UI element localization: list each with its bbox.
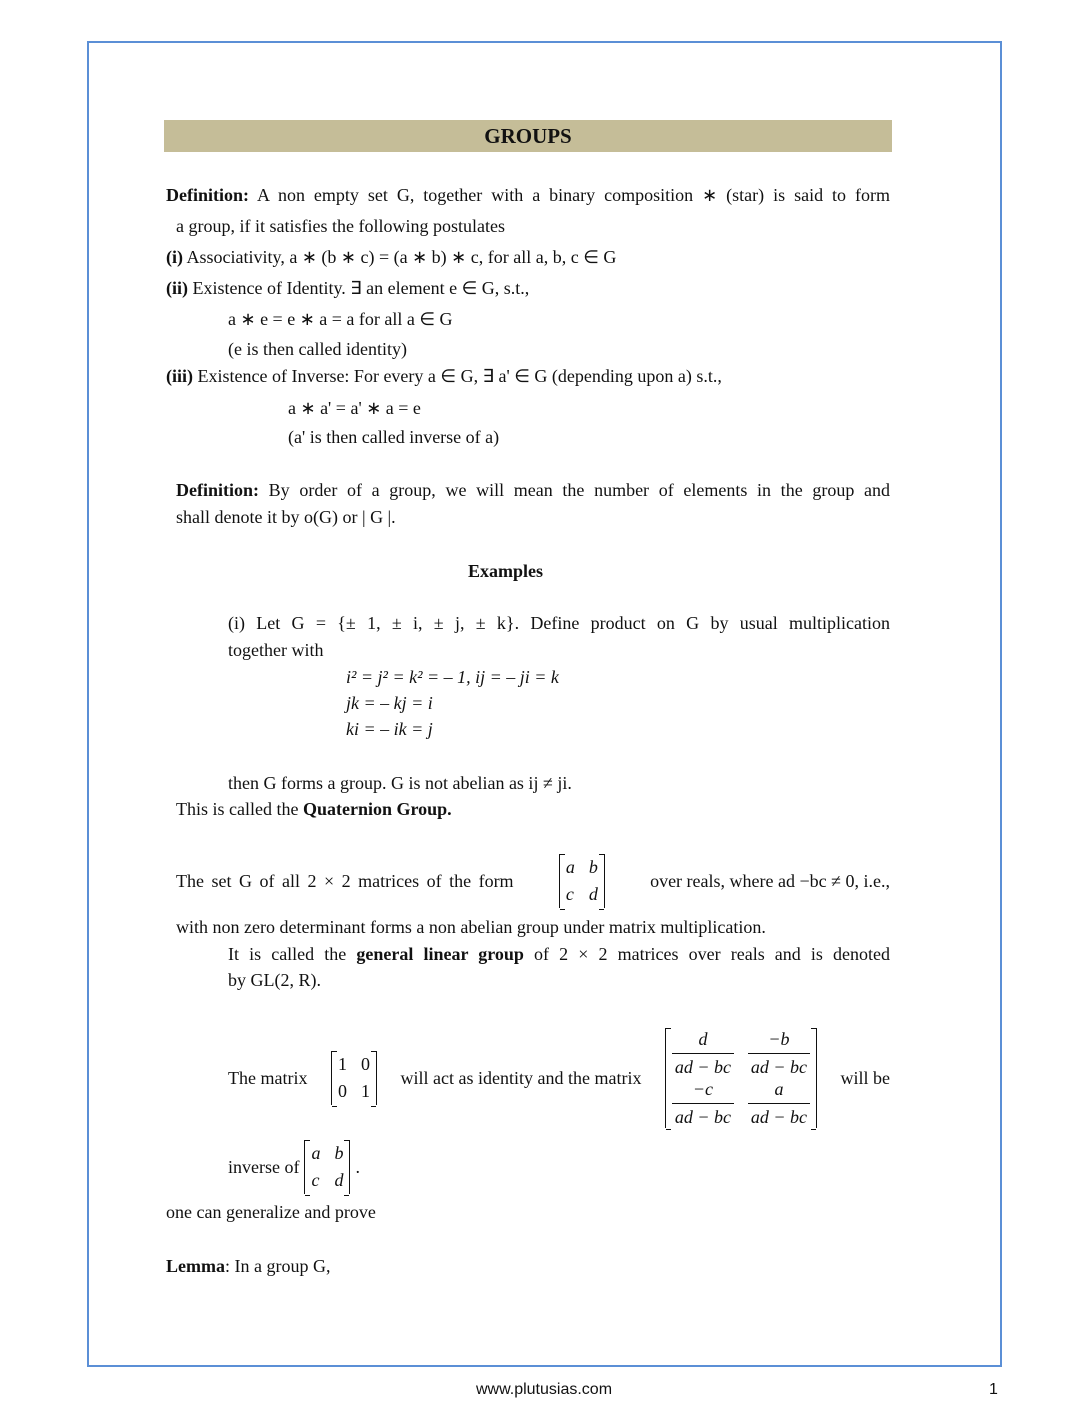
- text: of 2 × 2 matrices over reals and is denoted: [523, 944, 890, 964]
- quaternion-name: [176, 798, 452, 820]
- matrix-abcd: [559, 854, 605, 908]
- footer-url: www.plutusias.com: [475, 1381, 613, 1398]
- postulate-text: Associativity, a ∗ (b ∗ c) = (a ∗ b) ∗ c, for all a, b, c ∈ G: [183, 247, 617, 267]
- postulate-label: (iii): [166, 366, 193, 386]
- gl-text-3: [228, 943, 890, 965]
- postulate-label: (i): [166, 247, 183, 267]
- text: will be: [840, 1067, 890, 1088]
- matrix-entry: b: [334, 1143, 344, 1163]
- denominator: ad − bc: [750, 1056, 808, 1077]
- identity-matrix: [331, 1051, 377, 1105]
- lemma-text: : In a group G,: [224, 1256, 331, 1276]
- definition-text-2: a group, if it satisfies the following postulates: [176, 216, 505, 236]
- matrix-abcd: [304, 1140, 350, 1194]
- postulate-text: Existence of Identity. ∃ an element e ∈ G, s.t.,: [188, 278, 530, 298]
- postulate-associativity: [166, 246, 616, 268]
- quaternion-equation: i² = j² = k² = – 1, ij = – ji = k: [346, 667, 559, 687]
- inverse-of-line: [228, 1138, 360, 1196]
- matrix-entry: c: [311, 1170, 320, 1190]
- numerator: d: [672, 1029, 734, 1054]
- postulate-text: Existence of Inverse: For every a ∈ G, ∃ a' ∈ G (depending upon a) s.t.,: [193, 366, 722, 386]
- definition-text: By order of a group, we will mean the number of elements in the group and: [259, 480, 890, 500]
- matrix-entry: 0: [361, 1054, 370, 1074]
- numerator: −b: [748, 1029, 810, 1054]
- denominator: ad − bc: [674, 1106, 732, 1127]
- definition-label: Definition:: [176, 480, 259, 500]
- matrix-entry: a: [565, 857, 575, 877]
- postulate-inverse: [166, 365, 722, 387]
- denominator: ad − bc: [750, 1106, 808, 1127]
- text: .: [355, 1156, 360, 1177]
- text: will act as identity and the matrix: [400, 1067, 642, 1088]
- gl-text-4: by GL(2, R).: [228, 970, 321, 990]
- quaternion-equation: ki = – ik = j: [346, 719, 433, 739]
- definition-group: [166, 184, 890, 206]
- definition-order: [176, 479, 890, 501]
- inverse-equation: a ∗ a' = a' ∗ a = e: [288, 398, 421, 418]
- matrix-entry: 1: [338, 1054, 347, 1074]
- text: It is called the: [228, 944, 357, 964]
- matrix-entry: c: [565, 884, 574, 904]
- page-title: GROUPS: [164, 120, 892, 152]
- matrix-entry: b: [588, 857, 598, 877]
- gl-matrix-line: [176, 852, 890, 910]
- fraction: [672, 1029, 734, 1078]
- text: This is called the: [176, 799, 303, 819]
- general-linear-group-term: general linear group: [356, 944, 524, 964]
- fraction: [748, 1079, 810, 1128]
- quaternion-conclusion: then G forms a group. G is not abelian as ij ≠ ji.: [228, 773, 572, 793]
- definition-label: Definition:: [166, 185, 249, 205]
- numerator: −c: [672, 1079, 734, 1104]
- example-quaternion-text-2: together with: [228, 640, 324, 660]
- lemma-label: Lemma: [166, 1256, 225, 1276]
- definition-text: A non empty set G, together with a binary composition ∗ (star) is said to form: [249, 185, 890, 205]
- generalize-text: one can generalize and prove: [166, 1202, 376, 1222]
- matrix-entry: d: [334, 1170, 344, 1190]
- fraction: [672, 1079, 734, 1128]
- lemma: [166, 1255, 330, 1277]
- text: The matrix: [228, 1067, 308, 1088]
- identity-inverse-line: [228, 1026, 890, 1130]
- postulate-identity: [166, 277, 529, 299]
- text: inverse of: [228, 1156, 300, 1177]
- identity-equation: a ∗ e = e ∗ a = a for all a ∈ G: [228, 309, 453, 329]
- page-border: [87, 41, 1002, 1367]
- page-number: 1: [989, 1381, 998, 1398]
- definition-order-2: shall denote it by o(G) or | G |.: [176, 507, 396, 527]
- numerator: a: [748, 1079, 810, 1104]
- text: The set G of all 2 × 2 matrices of the form: [176, 870, 514, 891]
- identity-note: (e is then called identity): [228, 339, 407, 359]
- quaternion-equation: jk = – kj = i: [346, 693, 433, 713]
- inverse-note: (a' is then called inverse of a): [288, 427, 500, 447]
- examples-heading: Examples: [468, 561, 544, 581]
- matrix-entry: 1: [361, 1081, 370, 1101]
- matrix-entry: d: [588, 884, 598, 904]
- inverse-matrix: [665, 1028, 817, 1128]
- denominator: ad − bc: [674, 1056, 732, 1077]
- matrix-entry: 0: [338, 1081, 347, 1101]
- fraction: [748, 1029, 810, 1078]
- matrix-entry: a: [311, 1143, 321, 1163]
- text: over reals, where ad −bc ≠ 0, i.e.,: [650, 870, 890, 891]
- quaternion-group-term: Quaternion Group.: [302, 799, 452, 819]
- gl-text-2: with non zero determinant forms a non abelian group under matrix multiplication.: [176, 917, 766, 937]
- postulate-label: (ii): [166, 278, 188, 298]
- example-quaternion-text: (i) Let G = {± 1, ± i, ± j, ± k}. Define product on G by usual multiplication: [228, 613, 890, 633]
